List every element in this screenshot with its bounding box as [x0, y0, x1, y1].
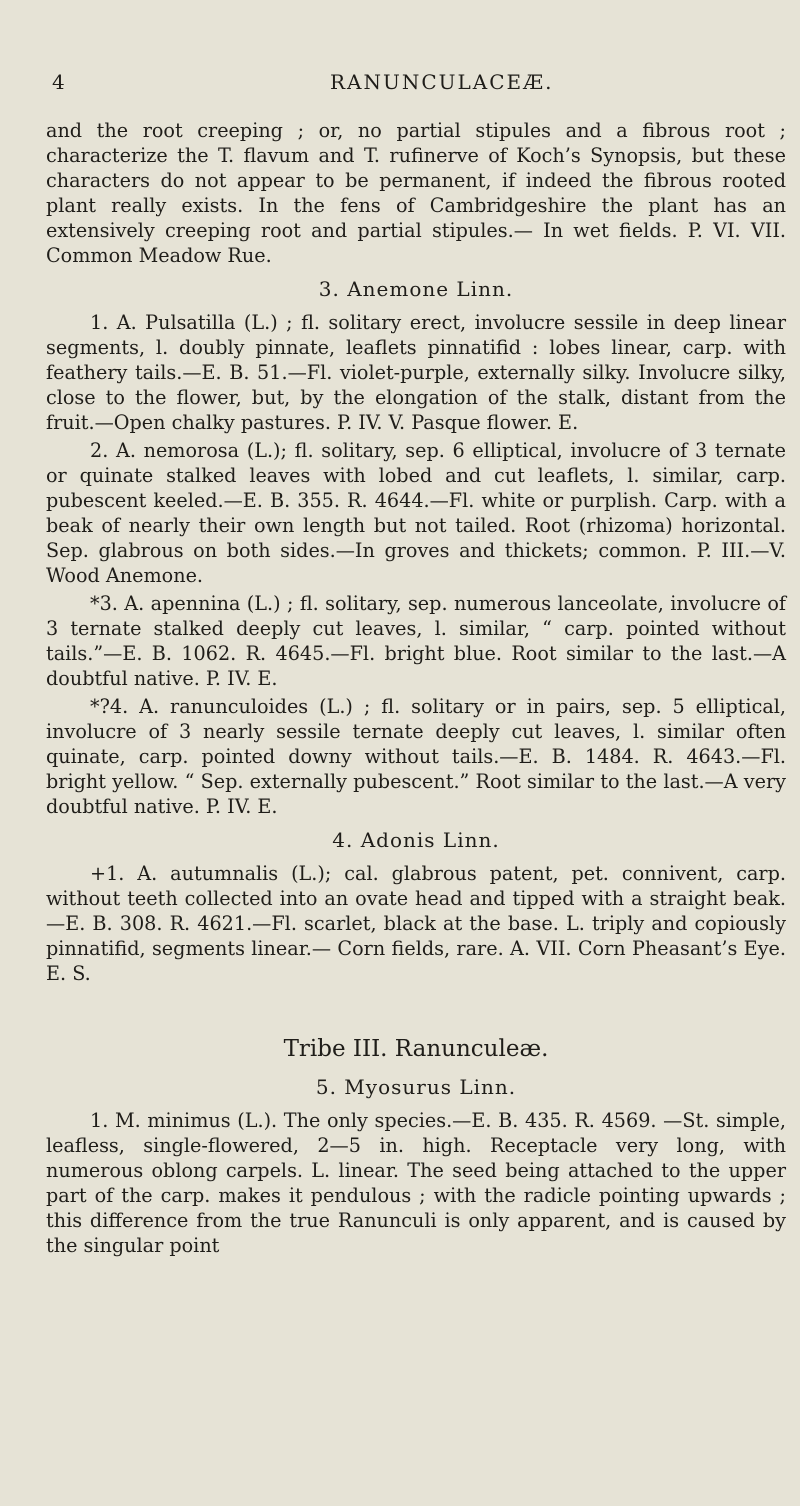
entry-anemone-ranunculoides: *?4. A. ranunculoides (L.) ; fl. solitary or in pairs, sep. 5 elliptical, involucre of 3 nearly sessile ternate deeply cut leaves, l. similar often quinate, carp. pointed downy without tails.—E. B. 1484. R. 4643.—Fl. bright yellow. “ Sep. externally pubescent.” Root similar to the last.—A very doubtful native. P. IV. E.: [46, 695, 786, 818]
entry-myosurus-minimus: 1. M. minimus (L.). The only species.—E. B. 435. R. 4569. —St. simple, leafless, single-flowered, 2—5 in. high. Receptacle very long, with numerous oblong carpels. L. linear. The seed being attached to the upper part of the carp. makes it pendulous ; with the radicle pointing upwards ; this difference from the true Ranunculi is only apparent, and is caused by the singular point: [46, 1109, 786, 1257]
entry-anemone-nemorosa: 2. A. nemorosa (L.); fl. solitary, sep. 6 elliptical, involucre of 3 ternate or quinate stalked leaves with lobed and cut leaflets, l. similar, carp. pubescent keeled.—E. B. 355. R. 4644.—Fl. white or purplish. Carp. with a beak of nearly their own length but not tailed. Root (rhizoma) horizontal. Sep. glabrous on both sides.—In groves and thickets; common. P. III.—V. Wood Anemone.: [46, 439, 786, 587]
entry-anemone-apennina: *3. A. apennina (L.) ; fl. solitary, sep. numerous lanceolate, involucre of 3 ternate stalked deeply cut leaves, l. similar, “ carp. pointed without tails.”—E. B. 1062. R. 4645.—Fl. bright blue. Root similar to the last.—A doubtful native. P. IV. E.: [46, 592, 786, 690]
paragraph-continued: and the root creeping ; or, no partial stipules and a fibrous root ; characterize the T. flavum and T. rufinerve of Koch’s Synopsis, but these characters do not appear to be permanent, if indeed the fibrous rooted plant really exists. In the fens of Cambridgeshire the plant has an extensively creeping root and partial stipules.— In wet fields. P. VI. VII. Common Meadow Rue.: [46, 119, 786, 267]
entry-adonis-autumnalis: +1. A. autumnalis (L.); cal. glabrous patent, pet. connivent, carp. without teeth collected into an ovate head and tipped with a straight beak.—E. B. 308. R. 4621.—Fl. scarlet, black at the base. L. triply and copiously pinnatifid, segments linear.— Corn fields, rare. A. VII. Corn Pheasant’s Eye. E. S.: [46, 862, 786, 985]
genus-heading-adonis: 4. Adonis Linn.: [332, 828, 500, 852]
running-title: RANUNCULACEÆ.: [330, 70, 554, 94]
page-number: 4: [52, 70, 66, 94]
genus-heading-anemone: 3. Anemone Linn.: [318, 277, 514, 301]
running-header: [46, 70, 782, 100]
entry-anemone-pulsatilla: 1. A. Pulsatilla (L.) ; fl. solitary erect, involucre sessile in deep linear segments, l. doubly pinnate, leaflets pinnatifid : lobes linear, carp. with feathery tails.—E. B. 51.—Fl. violet-purple, externally silky. Involucre silky, close to the flower, but, by the elongation of the stalk, distant from the fruit.—Open chalky pastures. P. IV. V. Pasque flower. E.: [46, 311, 786, 434]
tribe-heading: Tribe III. Ranunculeæ.: [283, 1036, 549, 1062]
body-text: [46, 118, 786, 1258]
genus-heading-myosurus: 5. Myosurus Linn.: [315, 1075, 517, 1099]
